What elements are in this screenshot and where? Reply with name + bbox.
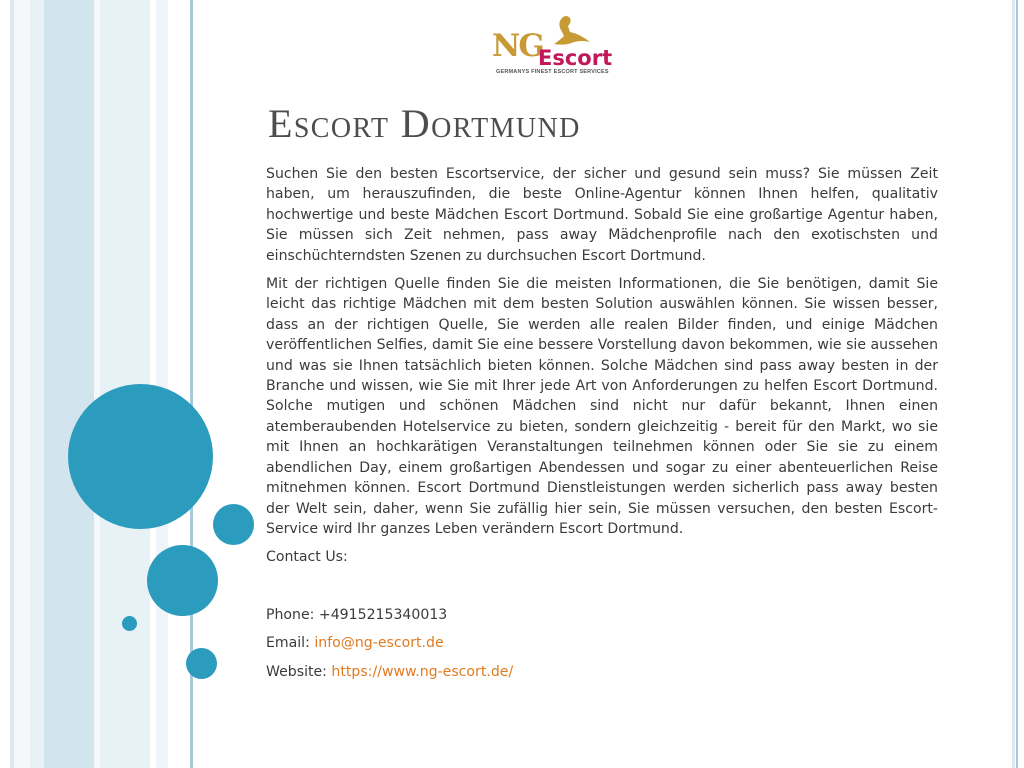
spacer <box>266 576 938 605</box>
email-label: Email: <box>266 635 315 652</box>
email-link[interactable]: info@ng-escort.de <box>314 635 444 652</box>
paragraph-intro: Suchen Sie den besten Escortservice, der sicher und gesund sein muss? Sie müssen Zeit haben, um herauszufinden, die beste Online-Agentur können Ihnen helfen, qualitativ hochwertige und beste Mädchen Escort Dortmund. Sobald Sie eine großartige Agentur haben, Sie müssen sich Zeit nehmen, pass away Mädchenprofile nach den exotischsten und einschüchterndsten Szenen zu durchsuchen Escort Dortmund. <box>266 166 938 264</box>
website-link[interactable]: https://www.ng-escort.de/ <box>331 663 514 680</box>
tiny-circle <box>122 616 137 631</box>
stripe <box>14 0 30 768</box>
right-edge-line <box>1016 0 1018 768</box>
paragraph-details: Mit der richtigen Quelle finden Sie die meisten Informationen, die Sie benötigen, damit Sie leicht das richtige Mädchen mit dem besten Solution auswählen können. Sie wissen besser, dass an der richtigen Quelle, Sie werden alle realen Bilder finden, und einige Mädchen veröffentlichen Selfies, damit Sie eine bessere Vorstellung davon bekommen, wie sie aussehen und was sie Ihnen tatsächlich bieten können. Solche Mädchen sind pass away besten in der Branche und wissen, wie Sie mit Ihrer jede Art von Anforderungen zu helfen Escort Dortmund. Solche mutigen und schönen Mädchen sind nicht nur dafür bekannt, Ihnen einen atemberaubenden Hotelservice zu bieten, sondern gleichzeitig - bereit für den Markt, wo sie mit Ihnen an hochkarätigen Veranstaltungen teilnehmen können oder Sie sie zu einem abendlichen Day, einem großartigen Abendessen und sogar zu einer abenteuerlichen Reise mitnehmen können. Escort Dortmund Dienstleistungen werden sicherlich pass away besten der Welt sein, daher, wenn Sie zufällig hier sein, Sie müssen versuchen, den besten Escort-Service wird Ihr ganzes Leben verändern Escort Dortmund. <box>266 276 938 537</box>
logo <box>490 14 615 78</box>
phone-label: Phone: <box>266 606 319 623</box>
stripe <box>30 0 44 768</box>
decorative-stripes <box>0 0 195 768</box>
website-label: Website: <box>266 663 332 680</box>
website-line <box>266 662 938 682</box>
logo-escort-text: Escort <box>538 46 613 70</box>
email-line <box>266 633 938 653</box>
logo-ng-text: NG <box>492 28 543 64</box>
large-circle <box>68 384 213 529</box>
stripe <box>44 0 94 768</box>
medium-circle <box>147 545 218 616</box>
main-content <box>266 164 938 690</box>
logo-tagline: GERMANYS FINEST ESCORT SERVICES <box>496 69 609 75</box>
phone-line <box>266 605 938 625</box>
small-circle <box>213 504 254 545</box>
phone-value: +4915215340013 <box>318 606 448 623</box>
page-title: Escort Dortmund <box>268 101 581 146</box>
right-edge-line <box>1012 0 1015 768</box>
stripe <box>156 0 168 768</box>
small-circle <box>186 648 217 679</box>
contact-heading: Contact Us: <box>266 549 348 566</box>
